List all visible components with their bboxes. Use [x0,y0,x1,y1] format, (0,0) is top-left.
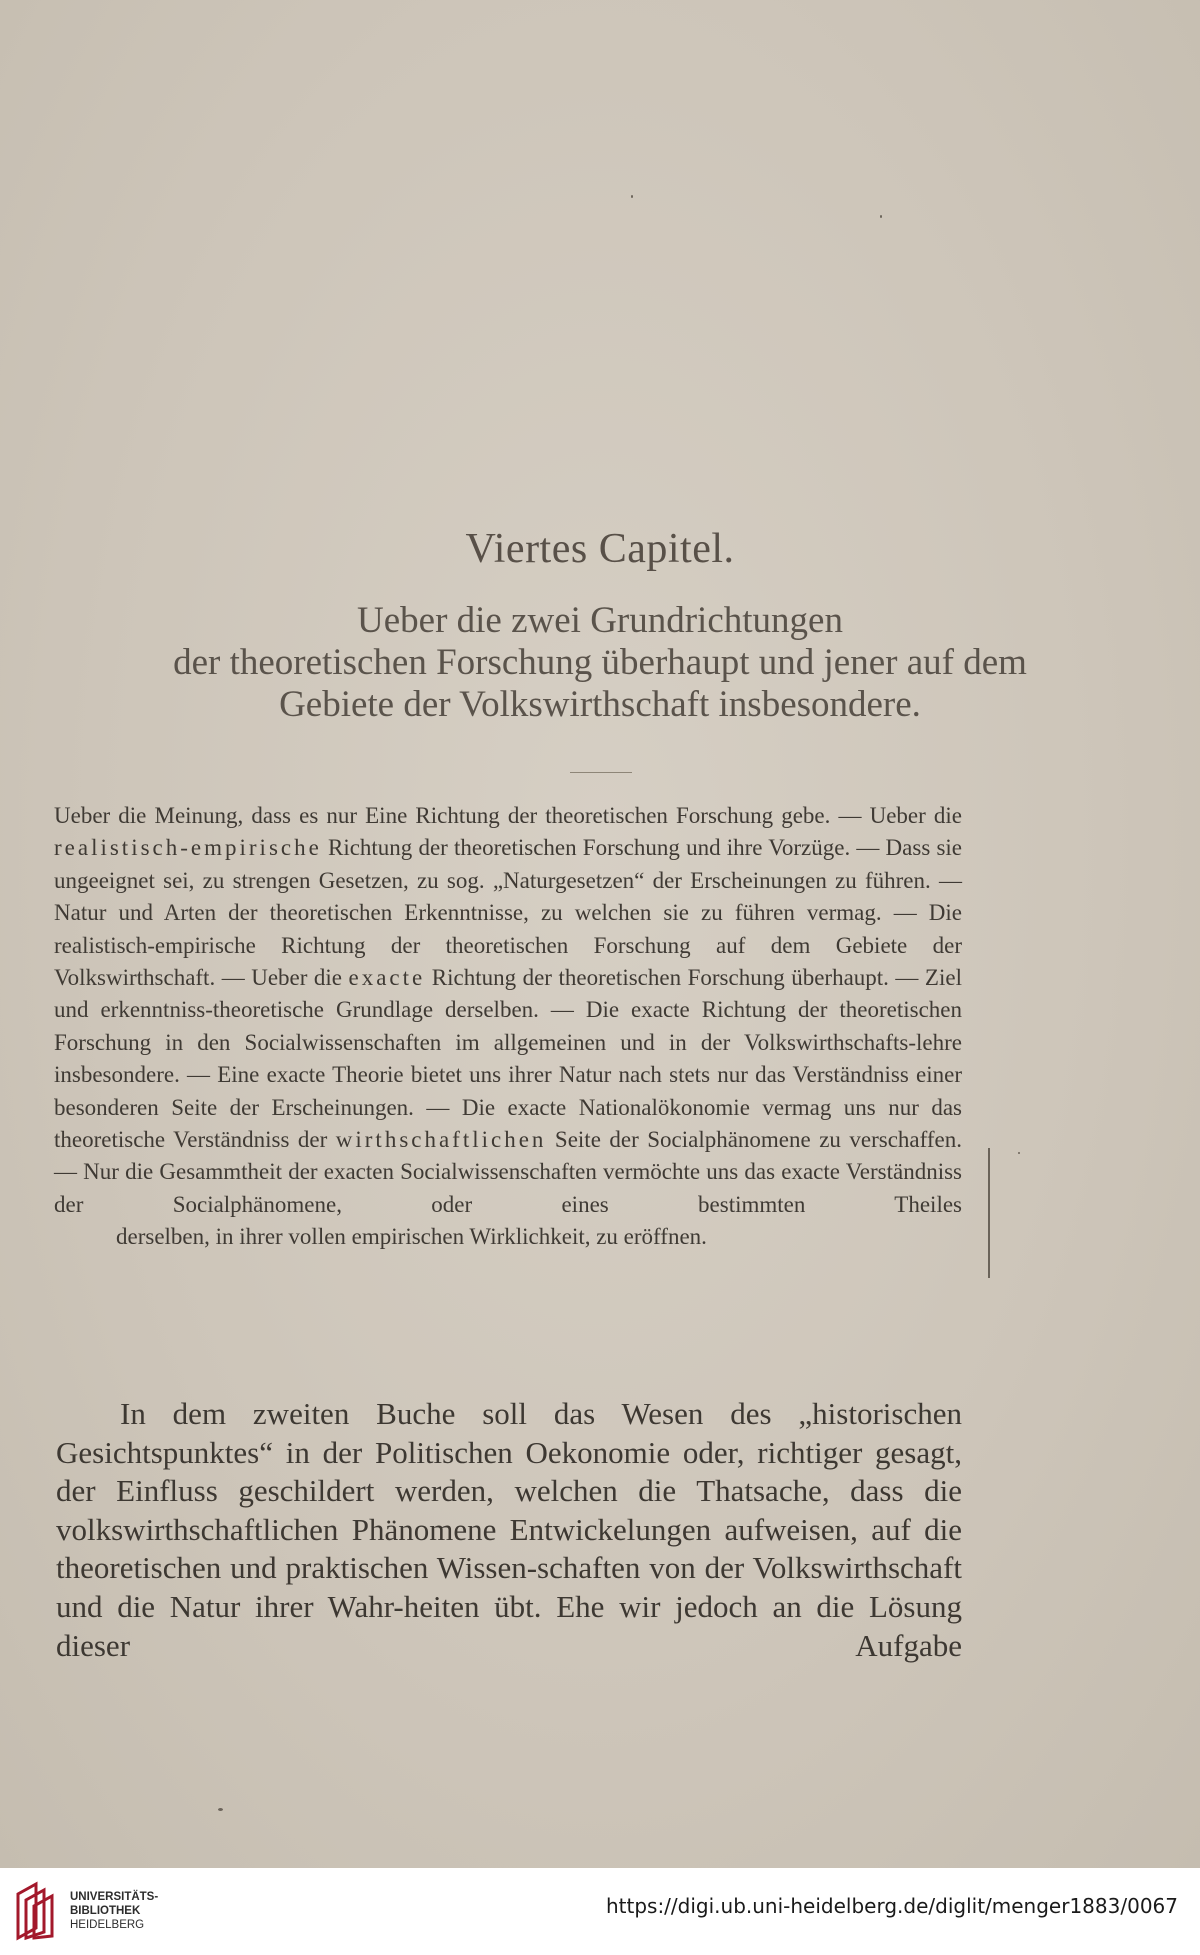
paper-speck [218,1808,223,1811]
summary-text: Ueber die Meinung, dass es nur Eine Richtung der theoretischen Forschung gebe. — Ueber die [54,803,962,828]
subtitle-line: Ueber die zwei Grundrichtungen [357,600,843,641]
library-name-line: HEIDELBERG [70,1919,145,1931]
chapter-summary [54,800,962,1254]
subtitle-line: der theoretischen Forschung überhaupt und jener auf dem [173,642,1027,683]
paper-speck [1018,1152,1020,1154]
library-name-line: UNIVERSITÄTS- [70,1891,159,1903]
summary-emphasis: wirthschaftlichen [335,1127,547,1153]
permalink-url[interactable]: https://digi.ub.uni-heidelberg.de/diglit/menger1883/0067 [605,1894,1178,1918]
chapter-title: Viertes Capitel. [465,526,735,572]
summary-emphasis: exacte [348,965,426,991]
summary-last-line: derselben, in ihrer vollen empirischen Wirklichkeit, zu eröffnen. [116,1224,707,1250]
library-name-line: BIBLIOTHEK [70,1905,141,1917]
summary-text: Richtung der theoretischen Forschung und ihre Vorzüge. — Dass sie ungeeignet sei, zu strengen Gesetzen, zu sog. „Naturgesetzen“ der Erscheinungen zu führen. — Natur und Arten der theoretischen Erkenntnisse, zu welchen sie zu führen vermag. — Die realistisch-empirische Richtung der theoretischen Forschung auf dem Gebiete der Volkswirthschaft. — Ueber die [54,835,962,991]
library-name [70,1890,158,1932]
library-logo-icon [12,1880,60,1942]
summary-text: Richtung der theoretischen Forschung überhaupt. — Ziel und erkenntniss-theoretische Grundlage derselben. — Die exacte Richtung der theoretischen Forschung in den Socialwissenschaften im allgemeinen und in der Volkswirthschafts-lehre insbesondere. — Eine exacte Theorie bietet uns ihrer Natur nach stets nur das Verständniss einer besonderen Seite der Erscheinungen. — Die exacte Nationalökonomie vermag uns nur das theoretische Verständniss der [54,965,962,1153]
body-paragraph: In dem zweiten Buche soll das Wesen des „historischen Gesichtspunktes“ in der Politischen Oekonomie oder, richtiger gesagt, der Einfluss geschildert werden, welchen die Thatsache, dass die volkswirthschaftlichen Phänomene Entwickelungen aufweisen, auf die theoretischen und praktischen Wissen-schaften von der Volkswirthschaft und die Natur ihrer Wahr-heiten übt. Ehe wir jedoch an die Lösung dieser Aufgabe [56,1396,962,1663]
paper-speck [880,215,882,218]
chapter-subtitle [40,600,1160,726]
paper-speck [631,195,633,198]
subtitle-line: Gebiete der Volkswirthschaft insbesondere. [279,684,921,725]
footer-bar [0,1868,1200,1955]
summary-emphasis: realistisch-empirische [54,835,322,861]
margin-mark [988,1148,990,1278]
divider-rule [570,772,632,773]
summary-text: Seite der Socialphänomene zu verschaffen. — Nur die Gesammtheit der exacten Socialwissenschaften vermöchte uns das exacte Verständniss der Socialphänomene, oder eines bestimmten Theiles [54,1127,962,1217]
